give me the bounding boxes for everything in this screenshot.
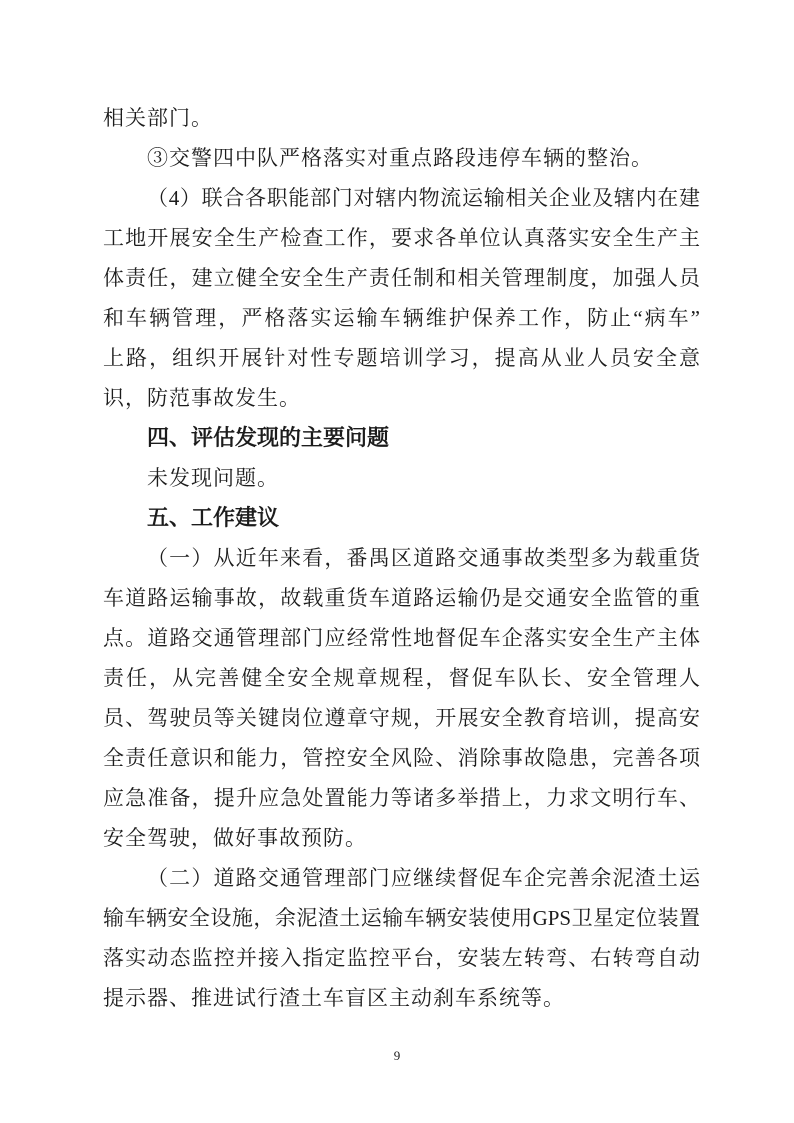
text-line: ③交警四中队严格落实对重点路段违停车辆的整治。	[147, 146, 653, 170]
text-line: 提示器、推进试行渣土车盲区主动刹车系统等。	[103, 986, 565, 1010]
paragraph-item-4	[103, 178, 700, 418]
text-line: 相关部门。	[103, 106, 213, 130]
text-line: （二）道路交通管理部门应继续督促车企完善余泥渣土运	[147, 866, 700, 890]
text-line: 体责任，建立健全安全生产责任制和相关管理制度，加强人员	[103, 266, 700, 290]
page-text-block	[103, 98, 700, 1018]
text-line: 员、驾驶员等关键岗位遵章守规，开展安全教育培训，提高安	[103, 706, 700, 730]
paragraph-continuation	[103, 98, 700, 138]
text-line: 识，防范事故发生。	[103, 386, 301, 410]
text-line: 应急准备，提升应急处置能力等诸多举措上，力求文明行车、	[103, 786, 700, 810]
text-line: 上路，组织开展针对性专题培训学习，提高从业人员安全意	[103, 346, 700, 370]
text-line: 未发现问题。	[147, 466, 279, 490]
section-heading: 四、评估发现的主要问题	[147, 425, 390, 450]
section-heading: 五、工作建议	[147, 505, 280, 530]
paragraph-recommendation-1	[103, 538, 700, 858]
text-line: 和车辆管理，严格落实运输车辆维护保养工作，防止“病车”	[103, 306, 700, 330]
paragraph-recommendation-2	[103, 858, 700, 1018]
page-number: 9	[393, 1048, 401, 1063]
paragraph-item-circled-3	[103, 138, 700, 178]
text-line: 车道路运输事故，故载重货车道路运输仍是交通安全监管的重	[103, 586, 700, 610]
text-line: 落实动态监控并接入指定监控平台，安装左转弯、右转弯自动	[103, 946, 700, 970]
text-line: 责任，从完善健全安全规章规程，督促车队长、安全管理人	[103, 666, 700, 690]
text-line: 点。道路交通管理部门应经常性地督促车企落实安全生产主体	[103, 626, 700, 650]
section-heading-recommendations	[103, 498, 700, 538]
text-line: （一）从近年来看，番禺区道路交通事故类型多为载重货	[147, 546, 700, 570]
text-line: 输车辆安全设施，余泥渣土运输车辆安装使用GPS卫星定位装置	[103, 906, 700, 930]
text-line: 全责任意识和能力，管控安全风险、消除事故隐患，完善各项	[103, 746, 700, 770]
text-line: 工地开展安全生产检查工作，要求各单位认真落实安全生产主	[103, 226, 700, 250]
paragraph-no-issues	[103, 458, 700, 498]
section-heading-main-issues	[103, 418, 700, 458]
text-line: 安全驾驶，做好事故预防。	[103, 826, 367, 850]
text-line: （4）联合各职能部门对辖内物流运输相关企业及辖内在建	[147, 186, 700, 210]
